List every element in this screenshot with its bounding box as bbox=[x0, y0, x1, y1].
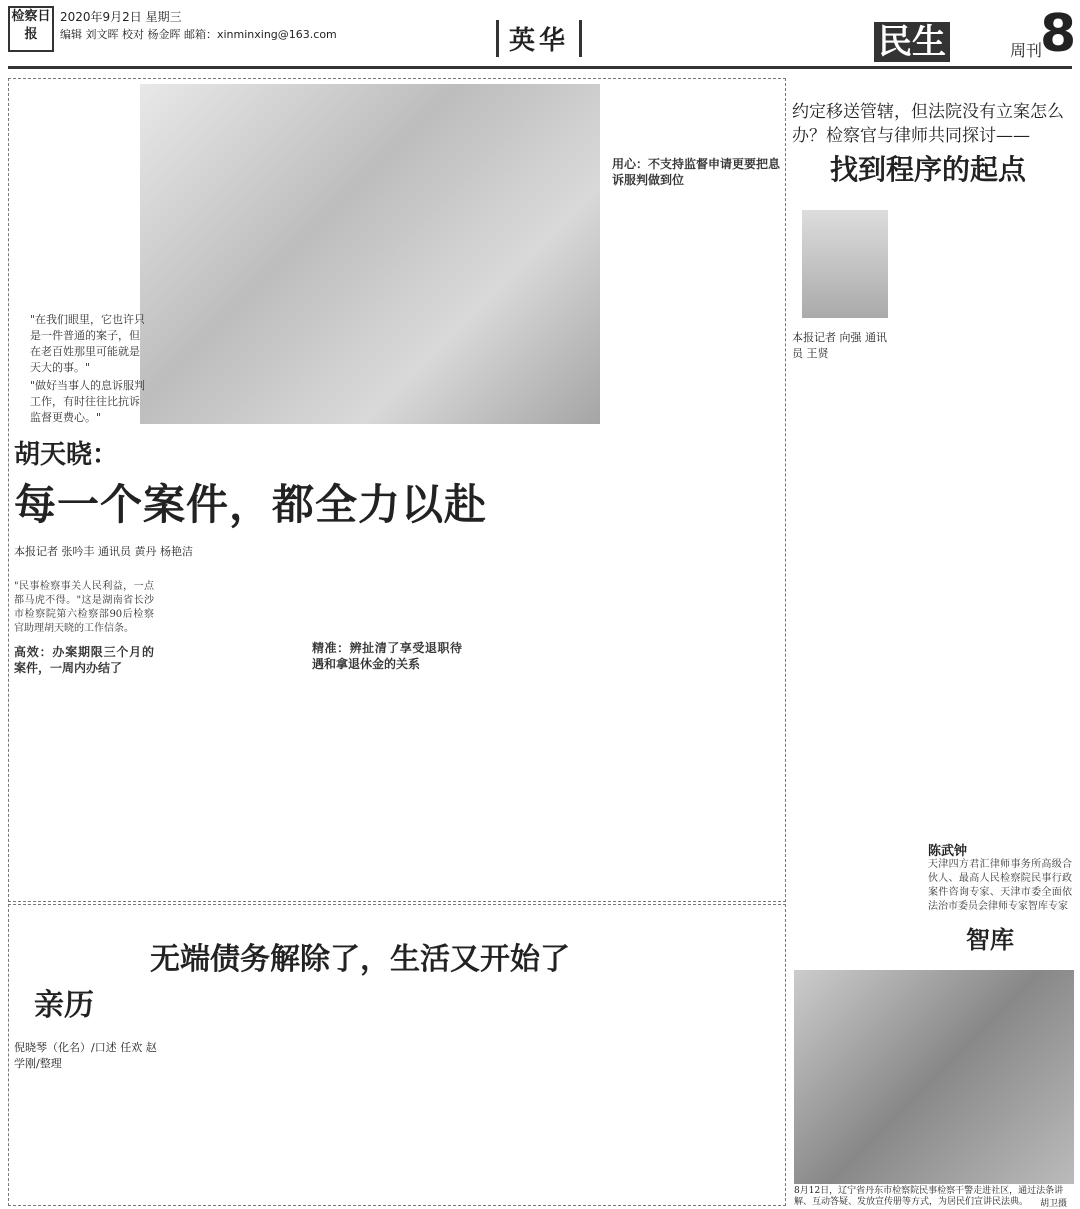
story1-col3 bbox=[312, 640, 462, 700]
prosecutor-photo bbox=[140, 84, 600, 424]
story1-rcol bbox=[612, 156, 780, 196]
pull-quote-1: "在我们眼里，它也许只是一件普通的案子，但在老百姓那里可能就是天大的事。" bbox=[30, 313, 146, 374]
issue-date: 2020年9月2日 星期三 bbox=[60, 10, 182, 24]
story2-byline: 本报记者 向强 通讯员 王贤 bbox=[792, 331, 887, 360]
story2-kicker: 约定移送管辖，但法院没有立案怎么办？检察官与律师共同探讨—— bbox=[792, 102, 1064, 146]
story1-byline: 本报记者 张吟丰 通讯员 黄丹 杨艳洁 bbox=[14, 545, 193, 558]
photo-credit: 胡卫摄 bbox=[1040, 1199, 1068, 1209]
story3-byline: 倪晓琴（化名）/口述 任欢 赵学刚/整理 bbox=[14, 1041, 157, 1070]
photo-caption: 8月12日，辽宁省丹东市检察院民事检察干警走进社区，通过法条讲解、互动答疑、发放宣传册等方式，为居民们宣讲民法典。 bbox=[794, 1186, 1064, 1207]
author-name: 陈武钟 bbox=[928, 844, 968, 859]
community-photo bbox=[794, 970, 1074, 1184]
pull-quote-2: "做好当事人的息诉服判工作，有时往往比抗诉监督更费心。" bbox=[30, 379, 146, 424]
subhead-2: 精准：辨扯清了享受退职待遇和拿退休金的关系 bbox=[312, 641, 462, 671]
story1-title: 每一个案件，都全力以赴 bbox=[14, 480, 488, 529]
subhead-3: 用心：不支持监督申请更要把息诉服判做到位 bbox=[612, 157, 780, 187]
column-tag-zhiku: 智库 bbox=[966, 925, 1014, 954]
lawyer-portrait bbox=[802, 210, 888, 318]
page-number: 8 bbox=[1040, 4, 1077, 64]
newspaper-logo: 检察日报 bbox=[8, 6, 54, 52]
section-suffix: 周刊 bbox=[1010, 41, 1043, 60]
section-title-text: 民生 bbox=[874, 22, 950, 62]
story3-title: 无端债务解除了，生活又开始了 bbox=[150, 942, 570, 977]
header-rule bbox=[8, 66, 1072, 69]
section-tag: 英华 bbox=[496, 20, 582, 57]
subhead-1: 高效：办案期限三个月的案件，一周内办结了 bbox=[14, 645, 154, 675]
story1-col1 bbox=[14, 580, 154, 880]
author-bio: 天津四方君汇律师事务所高级合伙人、最高人民检察院民事行政案件咨询专家、天津市委全面依法治市委员会律师专家智库专家 bbox=[928, 859, 1072, 912]
subject-name: 胡天晓： bbox=[14, 440, 119, 470]
section-title bbox=[874, 14, 950, 63]
story1-intro: "民事检察事关人民利益，一点都马虎不得。"这是湖南省长沙市检察院第六检察部90后检察官助理胡天晓的工作信条。 bbox=[14, 581, 154, 634]
story2-title: 找到程序的起点 bbox=[830, 153, 1027, 186]
column-tag-qinli: 亲历 bbox=[34, 988, 94, 1023]
editor-credits: 编辑 刘文晖 校对 杨金晖 邮箱：xinminxing@163.com bbox=[60, 28, 337, 41]
